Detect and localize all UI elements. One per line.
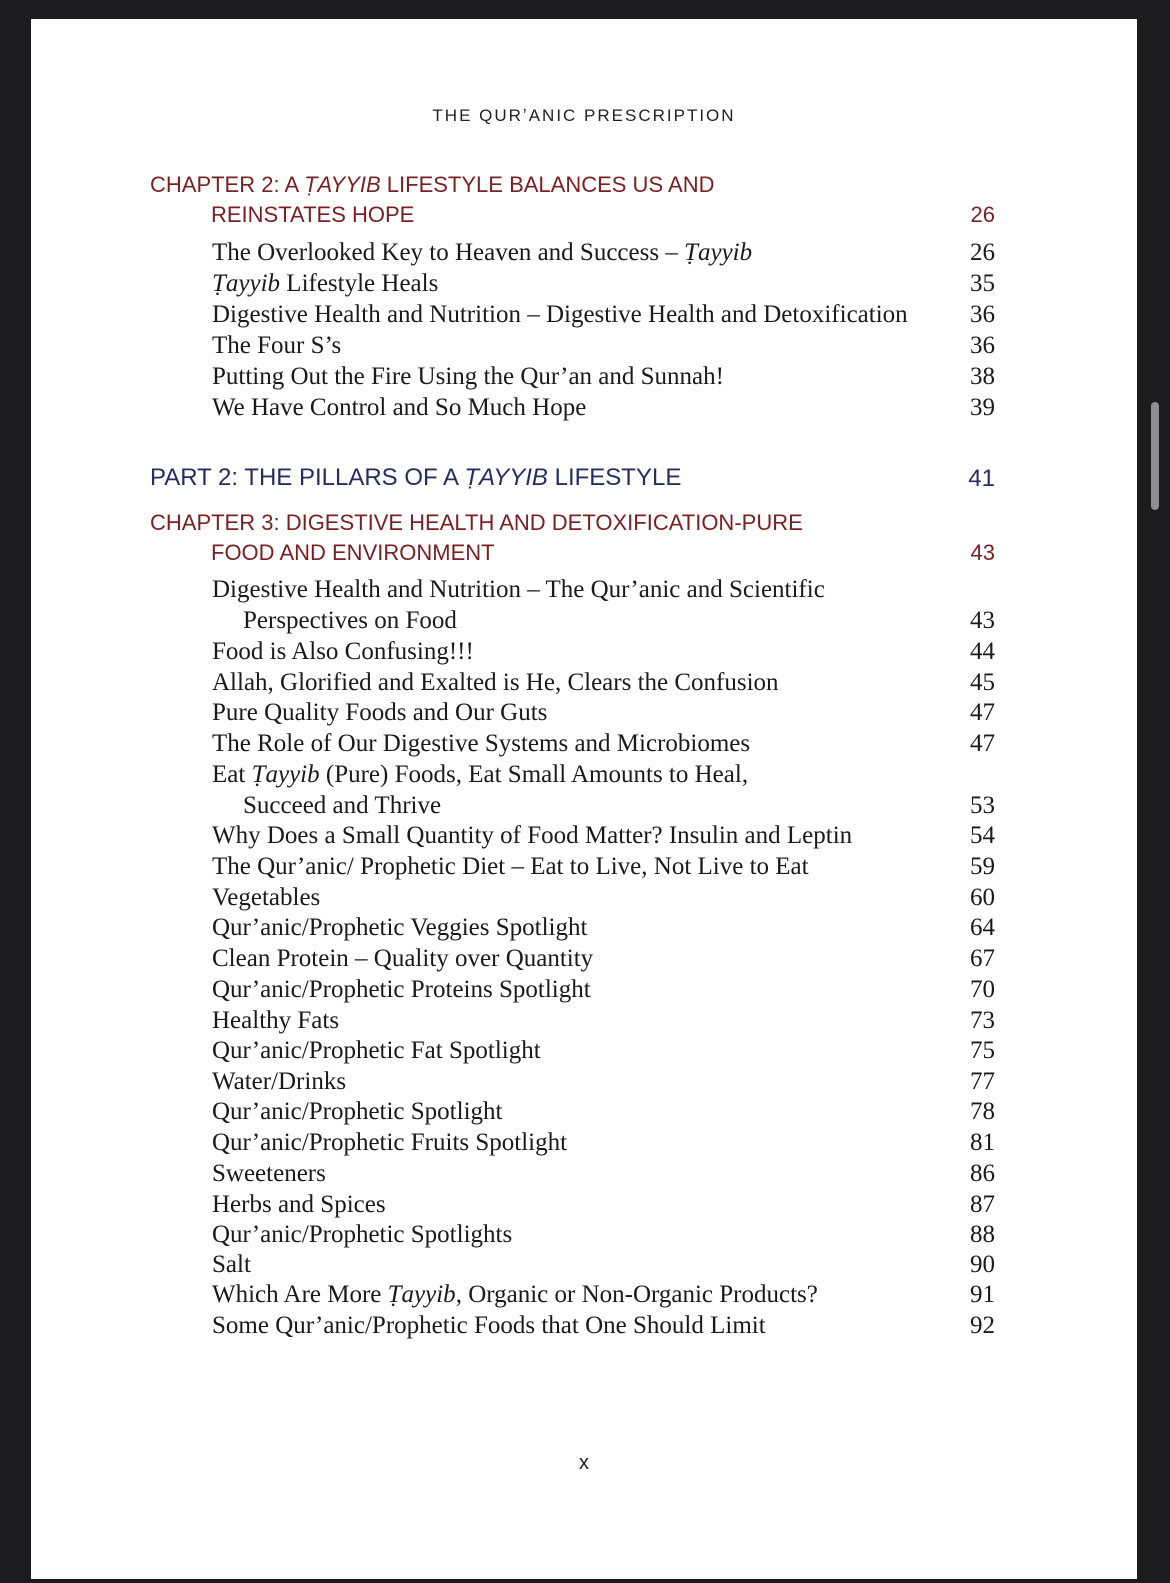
toc-entry-page: 47 <box>970 699 995 726</box>
toc-entry-page: 44 <box>970 638 995 665</box>
toc-entry[interactable]: Qur’anic/Prophetic Proteins Spotlight <box>212 976 591 1003</box>
toc-entry[interactable]: Pure Quality Foods and Our Guts <box>212 699 548 726</box>
toc-entry-page: 26 <box>970 239 995 266</box>
part-2-page: 41 <box>968 465 995 492</box>
toc-entry-page: 70 <box>970 976 995 1003</box>
entry-text: The Overlooked Key to Heaven and Success – <box>212 239 685 266</box>
part-2-emphasis: ṬAYYIB <box>464 464 548 491</box>
toc-entry[interactable]: Healthy Fats <box>212 1007 340 1034</box>
chapter-3-page: 43 <box>970 540 995 565</box>
toc-entry[interactable]: Vegetables <box>212 884 321 911</box>
toc-entry-page: 54 <box>970 822 995 849</box>
toc-entry[interactable]: Qur’anic/Prophetic Fat Spotlight <box>212 1037 541 1064</box>
toc-entry-page: 36 <box>970 332 995 359</box>
toc-entry-page: 38 <box>970 363 995 390</box>
toc-entry-page: 43 <box>970 607 995 634</box>
toc-entry-page: 81 <box>970 1129 995 1156</box>
toc-entry[interactable]: Qur’anic/Prophetic Veggies Spotlight <box>212 914 588 941</box>
toc-entry-page: 59 <box>970 853 995 880</box>
toc-entry[interactable]: The Role of Our Digestive Systems and Microbiomes <box>212 730 751 757</box>
entry-text: Eat <box>212 761 252 788</box>
entry-emphasis: Ṭayyib <box>387 1281 456 1308</box>
toc-entry[interactable]: Putting Out the Fire Using the Qur’an and Sunnah! <box>212 363 724 390</box>
toc-entry[interactable] <box>212 270 438 298</box>
toc-entry[interactable]: The Four S’s <box>212 332 342 359</box>
toc-entry[interactable]: Digestive Health and Nutrition – The Qur’anic and Scientific <box>212 576 825 603</box>
toc-entry-page: 53 <box>970 792 995 819</box>
toc-entry-page: 91 <box>970 1281 995 1308</box>
part-2-heading <box>150 464 681 492</box>
toc-entry[interactable]: Herbs and Spices <box>212 1191 386 1218</box>
toc-entry-page: 35 <box>970 270 995 297</box>
chapter-3-heading-line2: FOOD AND ENVIRONMENT <box>211 540 495 565</box>
toc-entry-page: 90 <box>970 1251 995 1278</box>
toc-entry-page: 87 <box>970 1191 995 1218</box>
toc-entry-page: 47 <box>970 730 995 757</box>
entry-emphasis: Ṭayyib <box>212 270 281 297</box>
toc-entry-continuation[interactable]: Succeed and Thrive <box>243 792 442 819</box>
toc-entry-page: 67 <box>970 945 995 972</box>
toc-entry[interactable]: The Qur’anic/ Prophetic Diet – Eat to Live, Not Live to Eat <box>212 853 809 880</box>
toc-entry-page: 39 <box>970 394 995 421</box>
chapter-2-page: 26 <box>970 202 995 227</box>
book-page <box>31 19 1137 1579</box>
toc-entry-page: 36 <box>970 301 995 328</box>
toc-entry[interactable]: We Have Control and So Much Hope <box>212 394 587 421</box>
toc-entry[interactable]: Clean Protein – Quality over Quantity <box>212 945 594 972</box>
toc-entry-page: 78 <box>970 1098 995 1125</box>
toc-entry[interactable]: Water/Drinks <box>212 1068 347 1095</box>
chapter-3-heading-line1: CHAPTER 3: DIGESTIVE HEALTH AND DETOXIFICATION-PURE <box>150 510 803 535</box>
toc-entry[interactable]: Sweeteners <box>212 1160 326 1187</box>
toc-entry[interactable]: Why Does a Small Quantity of Food Matter? Insulin and Leptin <box>212 822 853 849</box>
chapter-2-suffix: LIFESTYLE BALANCES US AND <box>380 172 715 197</box>
toc-entry-page: 64 <box>970 914 995 941</box>
toc-entry[interactable]: Salt <box>212 1251 251 1278</box>
toc-entry-page: 77 <box>970 1068 995 1095</box>
toc-entry[interactable] <box>212 761 748 789</box>
toc-entry-page: 86 <box>970 1160 995 1187</box>
entry-text: , Organic or Non-Organic Products? <box>455 1281 818 1308</box>
toc-entry[interactable]: Qur’anic/Prophetic Spotlights <box>212 1221 513 1248</box>
toc-entry-page: 92 <box>970 1312 995 1339</box>
toc-entry[interactable]: Qur’anic/Prophetic Fruits Spotlight <box>212 1129 568 1156</box>
entry-emphasis: Ṭayyib <box>684 239 753 266</box>
entry-text: (Pure) Foods, Eat Small Amounts to Heal, <box>319 761 749 788</box>
running-head: THE QURʼANIC PRESCRIPTION <box>432 106 736 125</box>
toc-entry[interactable]: Allah, Glorified and Exalted is He, Clears the Confusion <box>212 669 779 696</box>
part-2-suffix: LIFESTYLE <box>547 464 682 491</box>
toc-entry-page: 75 <box>970 1037 995 1064</box>
toc-entry-page: 73 <box>970 1007 995 1034</box>
chapter-2-emphasis: ṬAYYIB <box>304 172 381 197</box>
toc-entry[interactable]: Some Qur’anic/Prophetic Foods that One Should Limit <box>212 1312 766 1339</box>
page-folio: x <box>579 1452 589 1474</box>
part-2-prefix: PART 2: THE PILLARS OF A <box>150 464 465 491</box>
chapter-2-heading-line1 <box>150 172 714 198</box>
toc-entry-continuation[interactable]: Perspectives on Food <box>243 607 457 634</box>
toc-entry[interactable]: Digestive Health and Nutrition – Digestive Health and Detoxification <box>212 301 908 328</box>
chapter-2-heading-line2: REINSTATES HOPE <box>211 202 415 227</box>
entry-emphasis: Ṭayyib <box>251 761 320 788</box>
toc-entry-page: 88 <box>970 1221 995 1248</box>
toc-entry-page: 45 <box>970 669 995 696</box>
chapter-2-prefix: CHAPTER 2: A <box>150 172 305 197</box>
toc-entry[interactable] <box>212 239 752 267</box>
toc-entry[interactable] <box>212 1281 818 1309</box>
toc-entry-page: 60 <box>970 884 995 911</box>
scrollbar-thumb[interactable] <box>1151 402 1159 510</box>
toc-entry[interactable]: Qur’anic/Prophetic Spotlight <box>212 1098 503 1125</box>
entry-text: Which Are More <box>212 1281 388 1308</box>
toc-entry[interactable]: Food is Also Confusing!!! <box>212 638 474 665</box>
entry-text: Lifestyle Heals <box>280 270 439 297</box>
